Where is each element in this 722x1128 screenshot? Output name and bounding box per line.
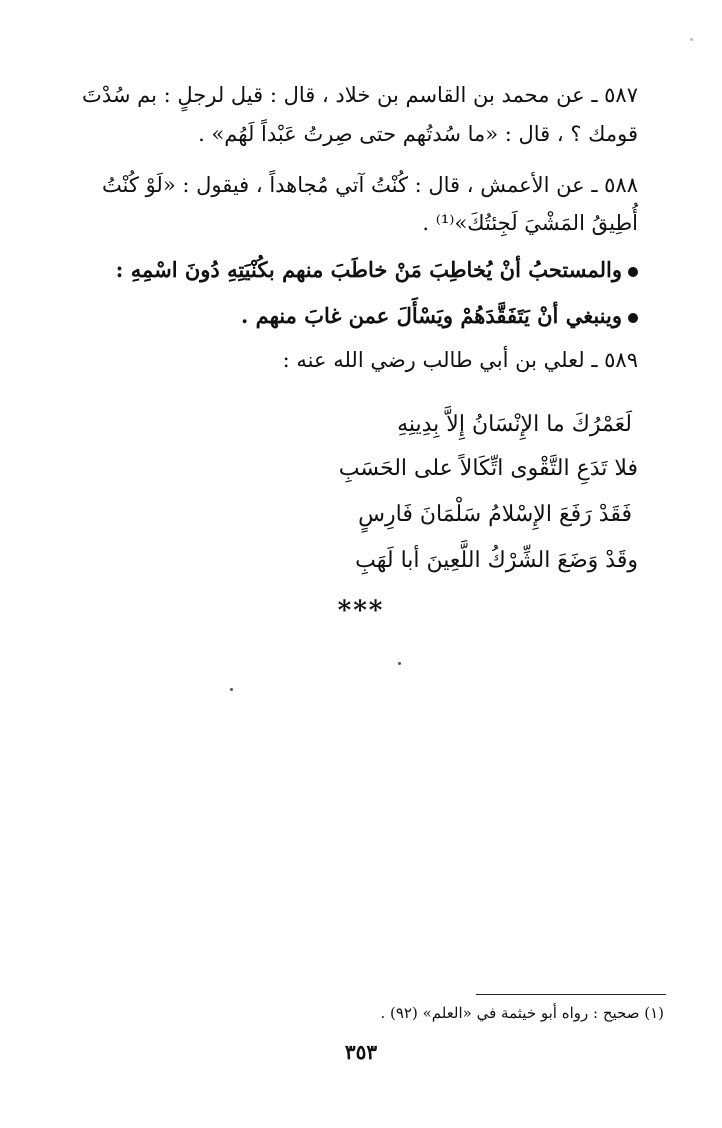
section-separator: *** [337,596,385,626]
scan-speck [690,38,693,41]
poem-verse-4: وقَدْ وَضَعَ الشِّرْكُ اللَّعِينَ أبا لَهَبِ [355,548,638,573]
bullet-item-2-text: وينبغي أنْ يَتَفَقَّدَهُمْ ويَسْأَلَ عمن غابَ منهم . [241,303,622,328]
poem-verse-2: فلا تَدَعِ التَّقْوى اتِّكَالاً على الحَسَبِ [338,456,638,481]
page-number: ٣٥٣ [344,1040,378,1064]
paragraph-588-line-2: أُطِيقُ المَشْيَ لَجِئتُكَ»⁽¹⁾ . [422,211,638,235]
poem-verse-3: فَقَدْ رَفَعَ الإِسْلامُ سَلْمَانَ فَارِسٍ [358,502,632,527]
footnote-rule [476,994,666,995]
bullet-item-1 [116,255,638,285]
bullet-dot-icon [628,267,638,277]
bullet-item-2 [241,301,638,331]
poem-verse-1: لَعَمْرُكَ ما الإِنْسَانُ إِلاَّ بِدِينِهِ [397,412,632,437]
bullet-item-1-text: والمستحبُ أنْ يُخاطِبَ مَنْ خاطَبَ منهم بكُنْيَتِهِ دُونَ اسْمِهِ : [115,257,622,282]
footnote: (١) صحيح : رواه أبو خيثمة في «العلم» (٩٢) . [380,1004,664,1022]
paragraph-588-line-1: ٥٨٨ ـ عن الأعمش ، قال : كُنْتُ آتي مُجاهداً ، فيقول : «لَوْ كُنْتُ [101,173,638,197]
paragraph-587-line-1: ٥٨٧ ـ عن محمد بن القاسم بن خلاد ، قال : قيل لرجلٍ : بم سُدْتَ [82,83,638,107]
bullet-dot-icon [628,313,638,323]
scan-speck [230,688,233,691]
scan-speck [398,662,401,665]
paragraph-587-line-2: قومك ؟ ، قال : «ما سُدتُهم حتى صِرتُ عَبْداً لَهُم» . [198,122,638,146]
paragraph-589-heading: ٥٨٩ ـ لعلي بن أبي طالب رضي الله عنه : [282,348,638,372]
